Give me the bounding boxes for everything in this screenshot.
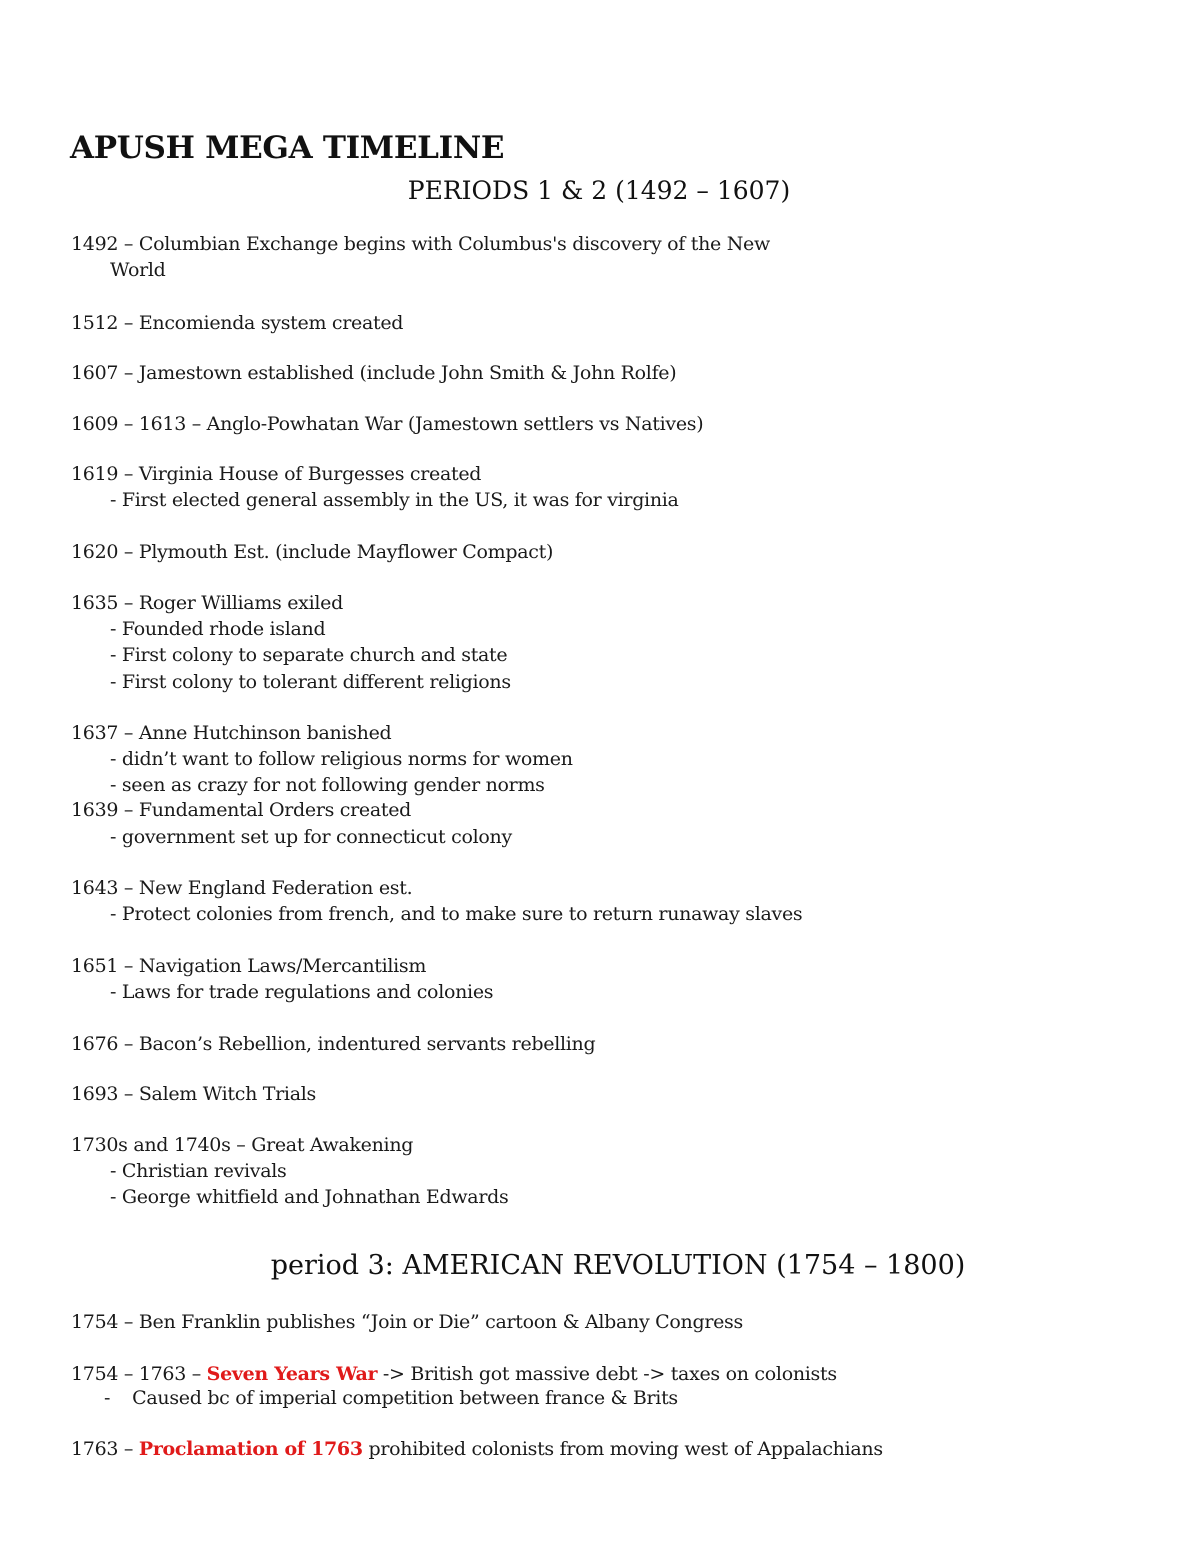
timeline-sub-bullet: - didn’t want to follow religious norms for women [110, 748, 573, 770]
timeline-entry: 1637 – Anne Hutchinson banished [71, 722, 392, 744]
timeline-entry [71, 1363, 837, 1385]
timeline-sub-bullet: - government set up for connecticut colony [110, 826, 512, 848]
timeline-sub-bullet: - First colony to tolerant different religions [110, 671, 511, 693]
timeline-sub-bullet: - Founded rhode island [110, 618, 326, 640]
timeline-sub-bullet: - First colony to separate church and state [110, 644, 508, 666]
timeline-entry: 1643 – New England Federation est. [71, 877, 413, 899]
timeline-entry: 1609 – 1613 – Anglo-Powhatan War (Jamestown settlers vs Natives) [71, 413, 704, 435]
timeline-sub-bullet: - Laws for trade regulations and colonies [110, 981, 494, 1003]
timeline-entry: 1754 – Ben Franklin publishes “Join or Die” cartoon & Albany Congress [71, 1311, 743, 1333]
timeline-entry: 1639 – Fundamental Orders created [71, 799, 412, 821]
entry-date: 1754 – 1763 – [71, 1363, 207, 1385]
timeline-entry: 1676 – Bacon’s Rebellion, indentured servants rebelling [71, 1033, 596, 1055]
timeline-sub-bullet: - First elected general assembly in the US, it was for virginia [110, 489, 679, 511]
document-title: APUSH MEGA TIMELINE [70, 130, 505, 166]
highlighted-term: Seven Years War [206, 1363, 378, 1385]
section-heading-period-3: period 3: AMERICAN REVOLUTION (1754 – 1800) [270, 1250, 966, 1281]
timeline-entry: 1512 – Encomienda system created [71, 312, 404, 334]
timeline-entry-continuation: World [110, 259, 166, 281]
timeline-entry: 1730s and 1740s – Great Awakening [71, 1134, 414, 1156]
highlighted-term: Proclamation of 1763 [138, 1438, 363, 1460]
timeline-entry: 1619 – Virginia House of Burgesses created [71, 463, 482, 485]
timeline-sub-bullet: - Christian revivals [110, 1160, 287, 1182]
entry-date: 1763 – [71, 1438, 139, 1460]
timeline-sub-bullet: - George whitfield and Johnathan Edwards [110, 1186, 509, 1208]
timeline-entry: 1620 – Plymouth Est. (include Mayflower Compact) [71, 541, 554, 563]
timeline-entry: 1635 – Roger Williams exiled [71, 592, 343, 614]
entry-description: -> British got massive debt -> taxes on colonists [377, 1363, 837, 1385]
timeline-sub-bullet: - Protect colonies from french, and to make sure to return runaway slaves [110, 903, 803, 925]
entry-description: prohibited colonists from moving west of Appalachians [362, 1438, 883, 1460]
section-heading-periods-1-2: PERIODS 1 & 2 (1492 – 1607) [407, 176, 791, 205]
timeline-entry: 1693 – Salem Witch Trials [71, 1083, 316, 1105]
timeline-entry: 1651 – Navigation Laws/Mercantilism [71, 955, 427, 977]
timeline-sub-bullet [104, 1387, 678, 1409]
timeline-entry [71, 1438, 883, 1460]
timeline-entry: 1492 – Columbian Exchange begins with Columbus's discovery of the New [71, 233, 770, 255]
timeline-entry: 1607 – Jamestown established (include John Smith & John Rolfe) [71, 362, 677, 384]
bullet-text: Caused bc of imperial competition between france & Brits [132, 1387, 678, 1409]
bullet-dash: - [104, 1387, 111, 1409]
timeline-sub-bullet: - seen as crazy for not following gender norms [110, 774, 545, 796]
